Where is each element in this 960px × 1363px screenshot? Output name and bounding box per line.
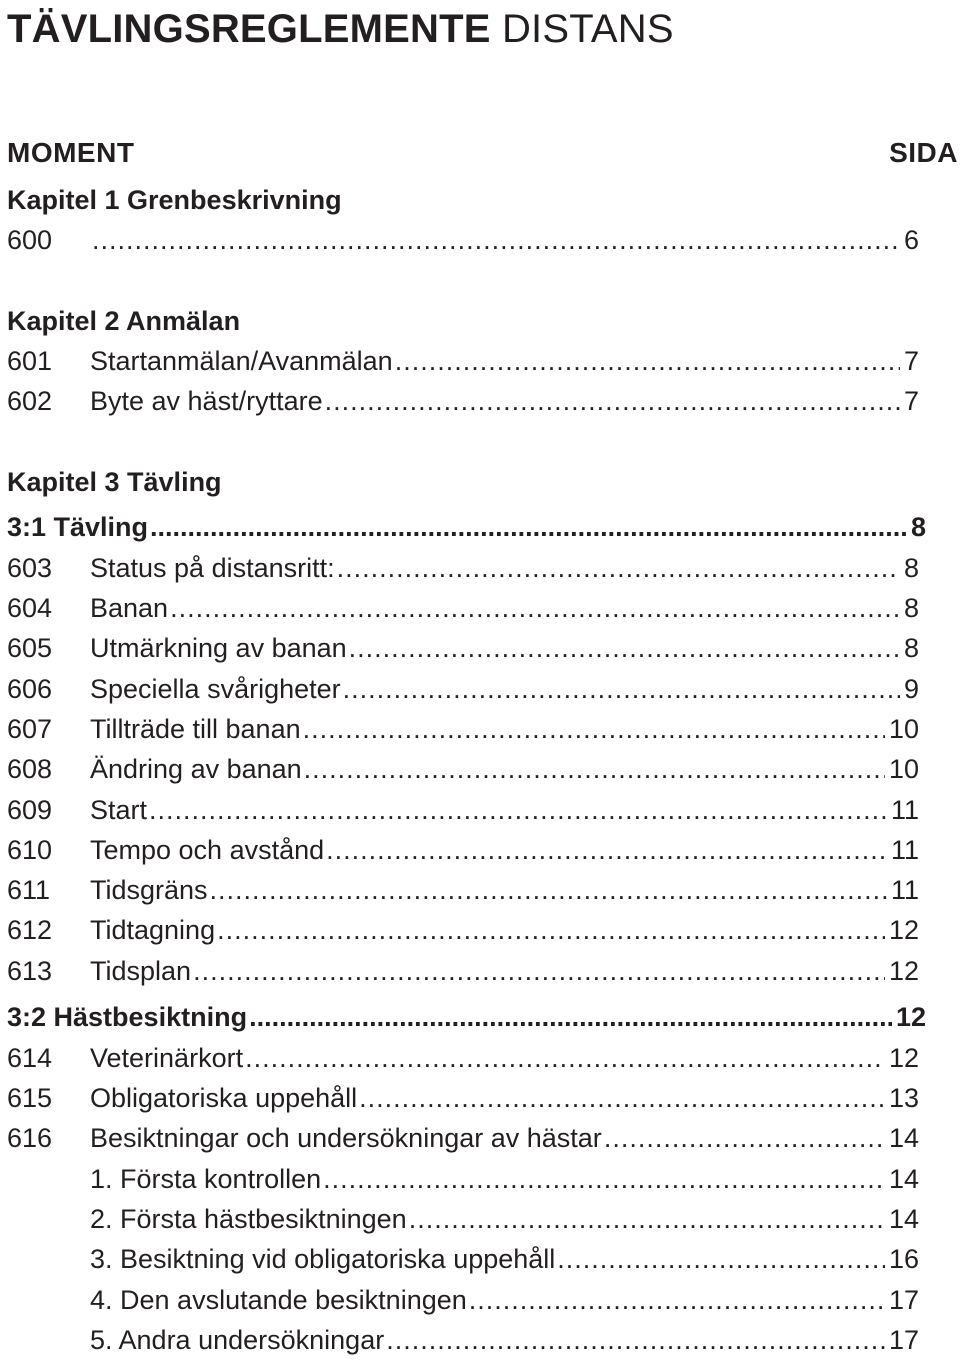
subentry-label: 3. Besiktning vid obligatoriska uppehåll — [90, 1244, 556, 1274]
entry-label: Status på distansritt: — [90, 553, 335, 583]
entry-page: 13 — [888, 1083, 919, 1113]
entry-label: Start — [90, 795, 148, 825]
dot-leader — [343, 671, 900, 707]
dot-leader — [326, 832, 887, 868]
page-title-normal: DISTANS — [490, 7, 674, 51]
entry-number: 616 — [7, 1123, 53, 1153]
entry-number: 612 — [7, 915, 53, 945]
subentry-page: 14 — [888, 1204, 919, 1234]
subentry-label: 1. Första kontrollen — [90, 1164, 322, 1194]
section-page: 12 — [895, 1002, 926, 1032]
entry-label: Startanmälan/Avanmälan — [90, 346, 393, 376]
entry-page: 8 — [903, 593, 919, 623]
entry-page: 9 — [903, 674, 919, 704]
entry-page: 14 — [888, 1123, 919, 1153]
dot-leader — [349, 630, 900, 666]
dot-leader — [325, 383, 900, 419]
toc-entry[interactable] — [7, 1080, 919, 1116]
page-title — [7, 6, 674, 52]
entry-page: 12 — [888, 915, 919, 945]
chapter-heading — [7, 303, 919, 339]
dot-leader — [395, 343, 900, 379]
dot-leader — [359, 1080, 885, 1116]
toc-entry[interactable] — [7, 590, 919, 626]
dot-leader — [337, 550, 900, 586]
section-page: 8 — [910, 512, 926, 542]
entry-page: 12 — [888, 1043, 919, 1073]
entry-label: Tillträde till banan — [90, 714, 301, 744]
dot-leader — [409, 1201, 885, 1237]
entry-number: 615 — [7, 1083, 53, 1113]
subentry-label: 2. Första hästbesiktningen — [90, 1204, 407, 1234]
dot-leader — [303, 711, 885, 747]
entry-label: Utmärkning av banan — [90, 633, 347, 663]
entry-label: Veterinärkort — [90, 1043, 244, 1073]
entry-page: 7 — [903, 386, 919, 416]
entry-number: 614 — [7, 1043, 53, 1073]
toc-subentry[interactable] — [7, 1322, 919, 1358]
dot-leader — [245, 1040, 885, 1076]
toc-entry[interactable] — [7, 383, 919, 419]
entry-label: Ändring av banan — [90, 754, 302, 784]
toc-entry[interactable] — [7, 343, 919, 379]
entry-label: Banan — [90, 593, 169, 623]
entry-number: 613 — [7, 956, 53, 986]
dot-leader — [323, 1161, 885, 1197]
dot-leader — [193, 953, 885, 989]
dot-leader — [149, 792, 887, 828]
entry-page: 11 — [890, 875, 919, 905]
section-title: 3:2 Hästbesiktning — [7, 1002, 248, 1032]
toc-entry[interactable] — [7, 751, 919, 787]
toc-entry[interactable] — [7, 953, 919, 989]
subentry-label: 4. Den avslutande besiktningen — [90, 1285, 467, 1315]
dot-leader — [170, 590, 900, 626]
column-header-sida: SIDA — [889, 137, 958, 168]
toc-subentry[interactable] — [7, 1282, 919, 1318]
column-header-moment: MOMENT — [7, 137, 135, 168]
entry-number: 607 — [7, 714, 53, 744]
toc-entry[interactable] — [7, 1120, 919, 1156]
entry-page: 7 — [903, 346, 919, 376]
toc-entry[interactable] — [7, 222, 919, 258]
section-title: 3:1 Tävling — [7, 512, 149, 542]
entry-number: 608 — [7, 754, 53, 784]
chapter-heading — [7, 464, 919, 500]
dot-leader — [217, 912, 885, 948]
toc-entry[interactable] — [7, 1040, 919, 1076]
subentry-page: 17 — [888, 1325, 919, 1355]
entry-number: 603 — [7, 553, 53, 583]
entry-page: 10 — [888, 714, 919, 744]
chapter-title: Kapitel 3 Tävling — [7, 467, 222, 497]
entry-label: Obligatoriska uppehåll — [90, 1083, 358, 1113]
dot-leader — [604, 1120, 885, 1156]
toc-entry[interactable] — [7, 832, 919, 868]
entry-label: Tidsplan — [90, 956, 192, 986]
toc-entry[interactable] — [7, 872, 919, 908]
chapter-title: Kapitel 2 Anmälan — [7, 306, 241, 336]
dot-leader — [210, 872, 887, 908]
toc-entry[interactable] — [7, 671, 919, 707]
chapter-title: Kapitel 1 Grenbeskrivning — [7, 185, 342, 215]
subentry-page: 16 — [888, 1244, 919, 1274]
dot-leader — [249, 999, 892, 1035]
subentry-label: 5. Andra undersökningar — [90, 1325, 385, 1355]
entry-number: 609 — [7, 795, 53, 825]
toc-subentry[interactable] — [7, 1241, 919, 1277]
toc-section[interactable] — [7, 999, 926, 1035]
page-title-bold: TÄVLINGSREGLEMENTE — [7, 7, 491, 51]
dot-leader — [557, 1241, 885, 1277]
dot-leader — [150, 509, 907, 545]
subentry-page: 17 — [888, 1285, 919, 1315]
entry-page: 6 — [903, 225, 919, 255]
entry-page: 12 — [888, 956, 919, 986]
dot-leader — [386, 1322, 885, 1358]
entry-number: 606 — [7, 674, 53, 704]
toc-entry[interactable] — [7, 792, 919, 828]
entry-number: 602 — [7, 386, 53, 416]
dot-leader — [92, 222, 900, 258]
toc-subentry[interactable] — [7, 1161, 919, 1197]
entry-label: Tidsgräns — [90, 875, 208, 905]
toc-subentry[interactable] — [7, 1201, 919, 1237]
entry-number: 605 — [7, 633, 53, 663]
entry-label: Speciella svårigheter — [90, 674, 341, 704]
toc-entry[interactable] — [7, 630, 919, 666]
entry-number: 600 — [7, 225, 53, 255]
entry-number: 604 — [7, 593, 53, 623]
entry-page: 11 — [890, 835, 919, 865]
entry-number: 610 — [7, 835, 53, 865]
entry-label: Byte av häst/ryttare — [90, 386, 323, 416]
entry-number: 601 — [7, 346, 53, 376]
entry-label: Besiktningar och undersökningar av hästar — [90, 1123, 602, 1153]
chapter-heading — [7, 182, 919, 218]
entry-page: 10 — [888, 754, 919, 784]
entry-page: 11 — [890, 795, 919, 825]
entry-number: 611 — [7, 875, 51, 905]
toc-section[interactable] — [7, 509, 926, 545]
subentry-page: 14 — [888, 1164, 919, 1194]
toc-entry[interactable] — [7, 912, 919, 948]
dot-leader — [304, 751, 885, 787]
entry-page: 8 — [903, 553, 919, 583]
entry-label: Tempo och avstånd — [90, 835, 325, 865]
dot-leader — [469, 1282, 885, 1318]
toc-entry[interactable] — [7, 550, 919, 586]
entry-page: 8 — [903, 633, 919, 663]
entry-label: Tidtagning — [90, 915, 216, 945]
toc-entry[interactable] — [7, 711, 919, 747]
